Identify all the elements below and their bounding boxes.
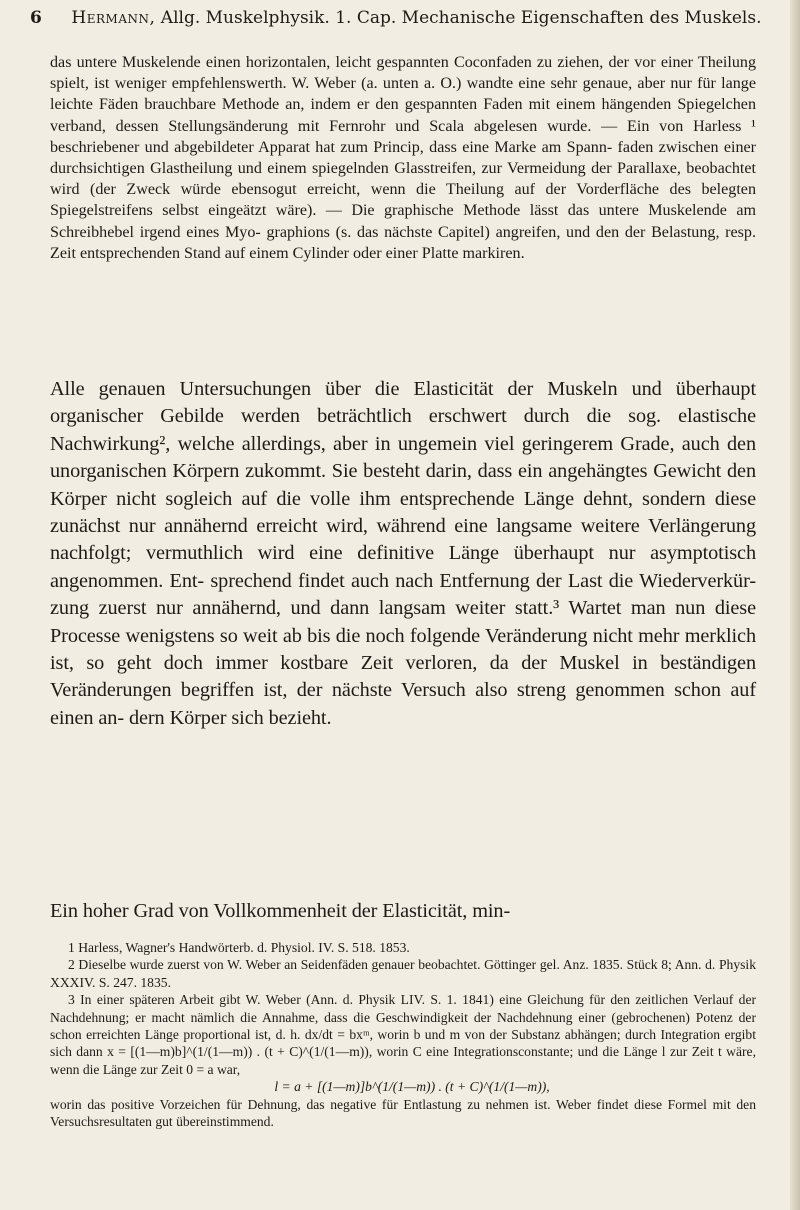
footnote-3: 3 In einer späteren Arbeit gibt W. Weber (Ann. d. Physik LIV. S. 1. 1841) eine Gleichung für den zeitlichen Verlauf der Nachdehnung; er macht nämlich die Annahme, dass die Geschwindigkeit der Nachdehnung einer (gebrochenen) Potenz der schon erreichten Länge proportional ist, d. h. dx/dt = bxᵐ, worin b und m von der Substanz abhängen; durch Integration ergibt sich dann x = [(1—m)b]^(1/(1—m)) . (t + C)^(1/(1—m)), worin C eine Integrationsconstante; und die Länge l zur Zeit t wäre, wenn die Länge zur Zeit 0 = a war, xyxy=(50,992,756,1077)
footnote-1: 1 Harless, Wagner's Handwörterb. d. Physiol. IV. S. 518. 1853. xyxy=(68,940,410,955)
page-number: 6 xyxy=(30,8,42,28)
footnote-2: 2 Dieselbe wurde zuerst von W. Weber an Seidenfäden genauer beobachtet. Göttinger gel. Anz. 1835. Stück 8; Ann. d. Physik XXXIV. S. 247. 1835. xyxy=(50,957,756,990)
small-print-paragraph: das untere Muskelende einen horizontalen, leicht gespannten Coconfaden zu ziehen, der vor einer Theilung spielt, ist weniger empfehlenswerth. W. Weber (a. unten a. O.) wandte eine sehr genaue, aber nur für lange leichte Fäden brauchbare Methode an, indem er den gespannten Faden mit einem hängenden Spiegelchen verband, dessen Stellungsänderung mit Fernrohr und Scala abgelesen wurde. — Ein von Harless ¹ beschriebener und abgebildeter Apparat hat zum Princip, dass eine Marke am Spann- faden zwischen einer durchsichtigen Glastheilung und einem spiegelnden Glasstreifen, zur Vermeidung der Parallaxe, beobachtet wird (der Zweck würde ebensogut erreicht, wenn die Theilung auf der Vorderfläche des belegten Spiegelstreifens selbst eingeätzt wäre). — Die graphische Methode lässt das untere Muskelende am Schreibhebel irgend eines Myo- graphions (s. das nächste Capitel) angreifen, und den der Belastung, resp. Zeit entsprechenden Stand auf einem Cylinder oder einer Platte markiren. xyxy=(50,54,756,262)
footnote-formula: l = a + [(1—m)]b^(1/(1—m)) . (t + C)^(1/(1—m)), xyxy=(274,1079,550,1095)
header-author: Hermann, xyxy=(71,8,156,28)
footnotes xyxy=(50,939,756,1130)
header-title: Allg. Muskelphysik. 1. Cap. Mechanische Eigenschaften des Muskels. xyxy=(160,8,762,28)
page-edge xyxy=(790,0,800,1210)
running-header xyxy=(30,8,770,28)
body-paragraph-elasticity: Alle genauen Untersuchungen über die Elasticität der Muskeln und überhaupt organischer Gebilde werden beträchtlich erschwert durch die sog. elastische Nachwirkung², welche allerdings, aber in ungemein viel geringerem Grade, auch den unorganischen Körpern zukommt. Sie besteht darin, dass ein angehängtes Gewicht den Körper nicht sogleich auf die volle ihm entsprechende Länge dehnt, sondern diese zunächst nur annähernd erreicht wird, während eine langsame weitere Verlängerung nachfolgt; vermuthlich wird eine definitive Länge überhaupt nur asymptotisch angenommen. Ent- sprechend findet auch nach Entfernung der Last die Wiederverkür- zung zuerst nur annähernd, und dann langsam weiter statt.³ Wartet man nun diese Processe wenigstens so weit ab bis die noch folgende Veränderung nicht mehr merklich ist, so geht doch immer kostbare Zeit verloren, da der Muskel in beständigen Veränderungen begriffen ist, der nächste Versuch also streng genommen schon auf einen an- dern Körper sich bezieht. xyxy=(50,378,756,729)
footnote-3-end: worin das positive Vorzeichen für Dehnung, das negative für Entlastung zu nehmen ist. Weber findet diese Formel mit den Versuchsresultaten gut übereinstimmend. xyxy=(50,1096,756,1130)
body-paragraph-continuation: Ein hoher Grad von Vollkommenheit der Elasticität, min- xyxy=(50,900,511,922)
